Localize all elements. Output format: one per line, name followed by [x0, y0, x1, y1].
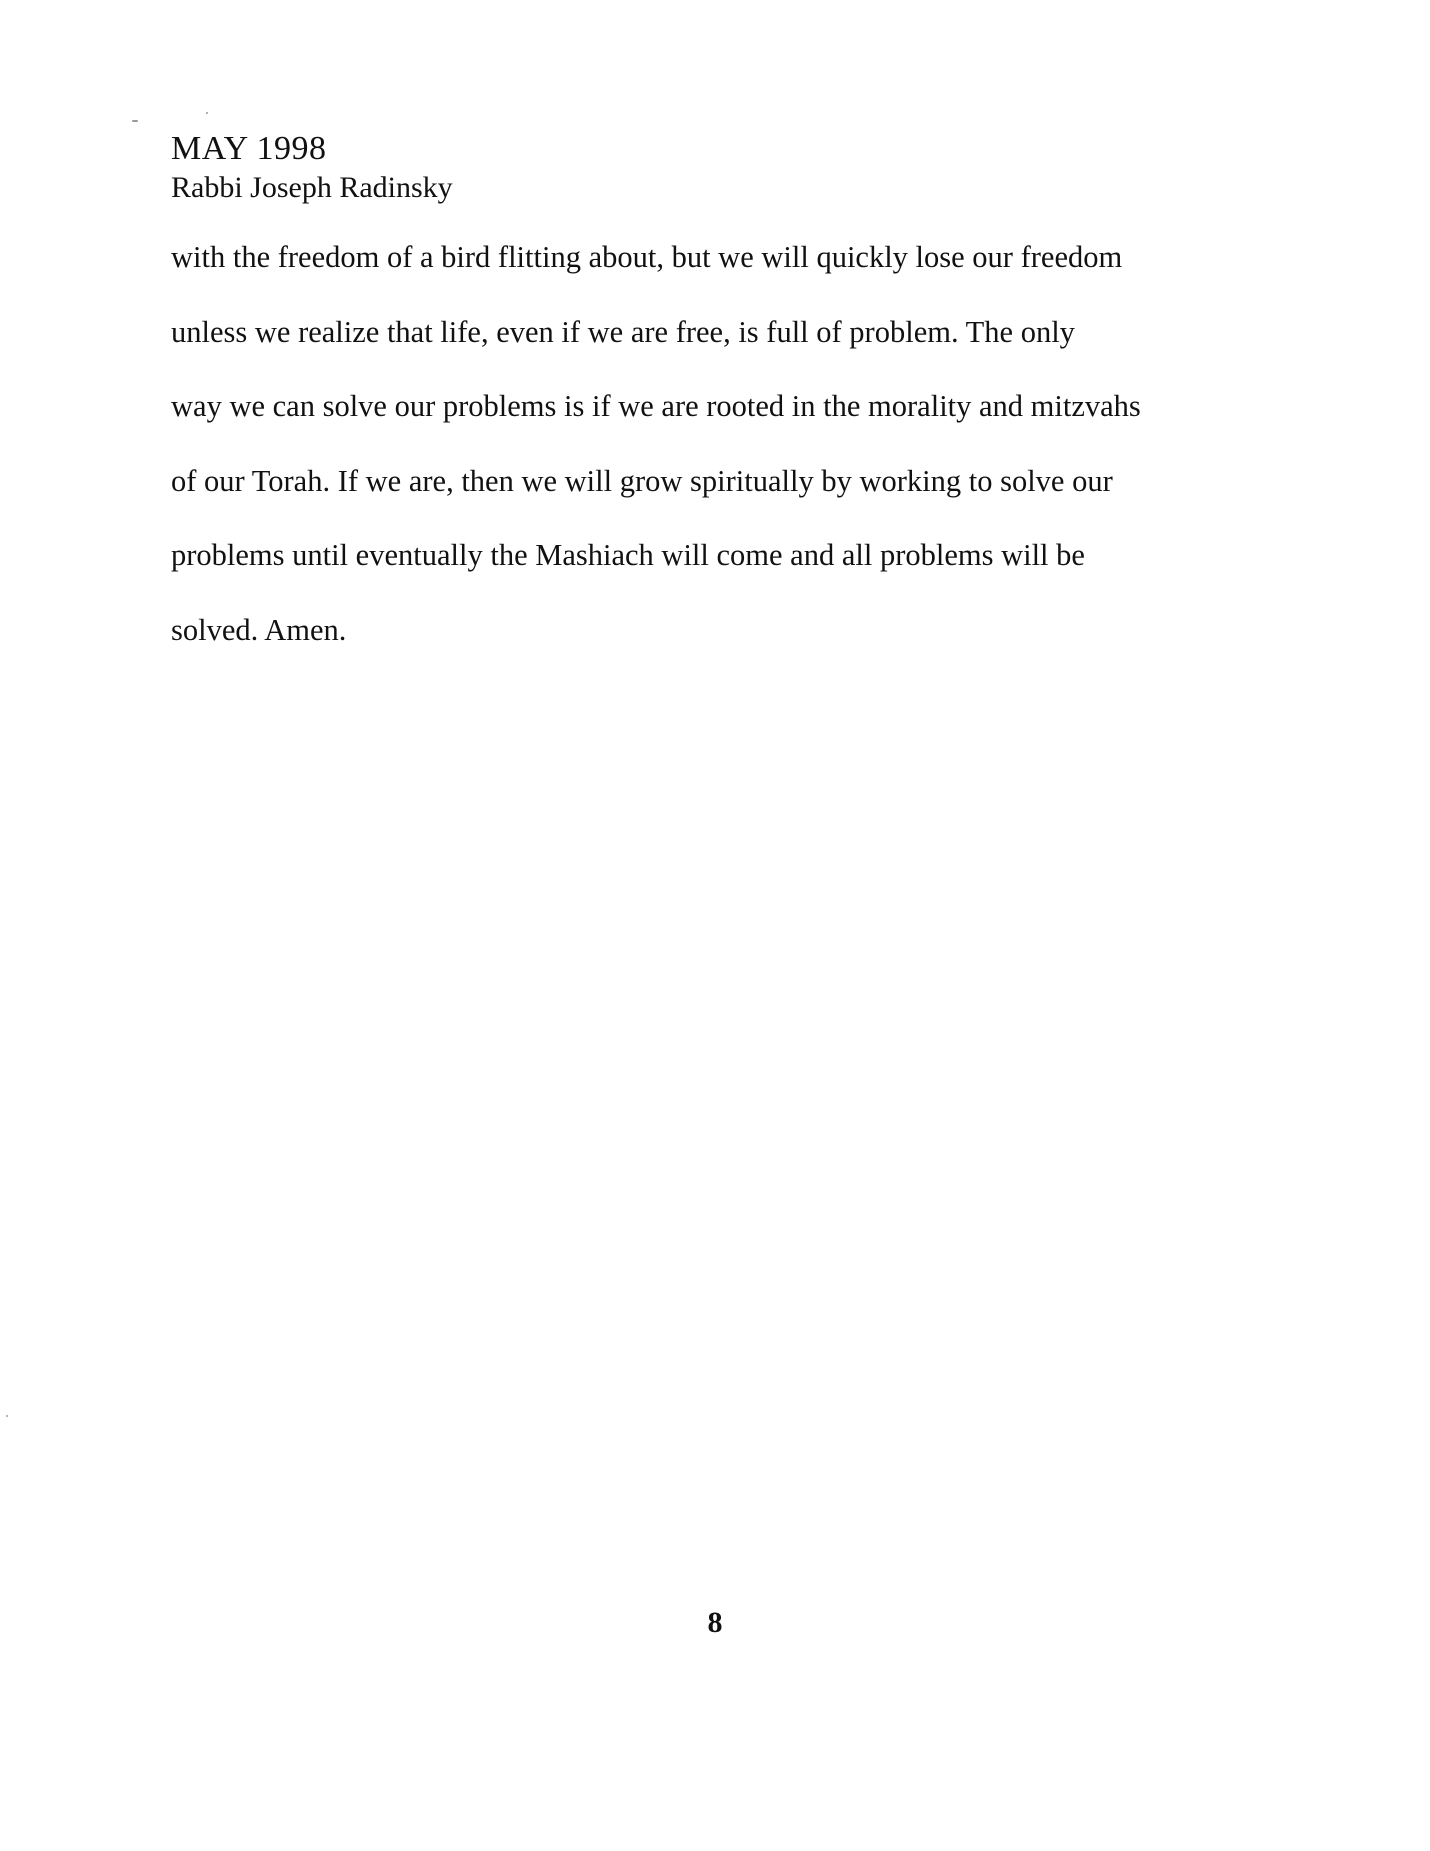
scan-artifact — [206, 112, 208, 114]
body-line: solved. Amen. — [171, 612, 347, 647]
page-header — [171, 130, 1071, 208]
header-date: MAY 1998 — [171, 130, 327, 167]
header-author: Rabbi Joseph Radinsky — [171, 171, 453, 204]
body-line: problems until eventually the Mashiach will come and all problems will be — [171, 538, 1085, 572]
body-line: unless we realize that life, even if we are free, is full of problem. The only — [171, 314, 1075, 349]
body-line: way we can solve our problems is if we are rooted in the morality and mitzvahs — [171, 389, 1141, 423]
body-paragraph — [171, 230, 1301, 677]
body-line: of our Torah. If we are, then we will grow spiritually by working to solve our — [171, 463, 1113, 498]
scan-artifact — [132, 120, 138, 122]
body-line: with the freedom of a bird flitting about, but we will quickly lose our freedom — [171, 240, 1123, 274]
scan-artifact — [6, 1415, 8, 1417]
page-number: 8 — [707, 1606, 723, 1639]
